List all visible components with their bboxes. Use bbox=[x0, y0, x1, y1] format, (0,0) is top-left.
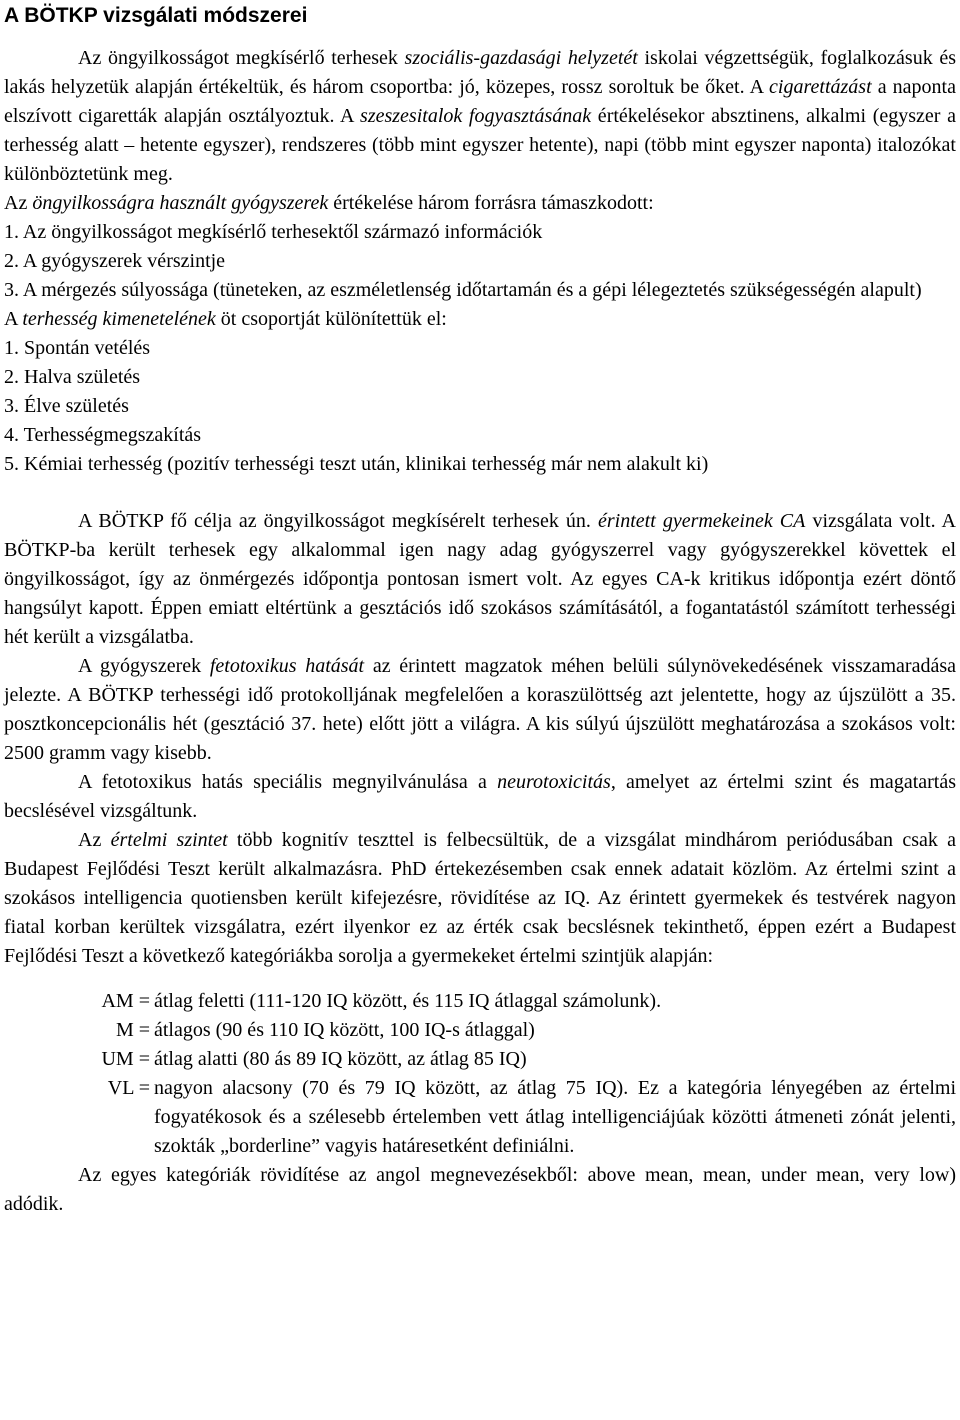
text-run: az érintett magzatok méhen belüli súlynövekedésének visszamaradása jelezte. A BÖTKP terhességi idő protokolljának megfelelően a koraszülöttség azt jelentette, hogy az újszülött a 35. posztkoncepcionális hét (gesztáció 37. hete) előtt jött a világra. A kis súlyú újszülött meghatározása a szokásos volt: 2500 gramm vagy kisebb. bbox=[4, 655, 956, 764]
outcome-list bbox=[4, 334, 956, 479]
emphasis-text: szociális-gazdasági helyzetét bbox=[404, 47, 638, 69]
category-definition: nagyon alacsony (70 és 79 IQ között, az átlag 75 IQ). Ez a kategória lényegében az értelmi fogyatékosok és a szélesebb értelemben vett átlag intelligenciájúak közötti átmeneti zónát jelenti, szokták „borderline” vagyis határesetként definiálni. bbox=[154, 1077, 956, 1157]
emphasis-text: cigarettázást bbox=[769, 76, 872, 98]
text-run: öt csoportját különítettük el: bbox=[215, 308, 447, 330]
emphasis-text: terhesség kimenetelének bbox=[22, 308, 216, 330]
emphasis-text: öngyilkosságra használt gyógyszerek bbox=[32, 192, 329, 214]
list-item: 2. Halva születés bbox=[4, 366, 141, 388]
text-run: A fetotoxikus hatás speciális megnyilvánulása a bbox=[78, 771, 498, 793]
text-run: , amelyet az értelmi szint és magatartás becslésével vizsgáltunk. bbox=[4, 771, 957, 822]
category-abbr: VL = bbox=[107, 1077, 150, 1099]
emphasis-text: értelmi szintet bbox=[110, 829, 228, 851]
closing-paragraph: Az egyes kategóriák rövidítése az angol megnevezésekből: above mean, mean, under mean, very low) adódik. bbox=[4, 1164, 956, 1215]
category-abbr: UM = bbox=[101, 1048, 150, 1070]
iq-categories bbox=[8, 987, 956, 1161]
paragraph-fetotoxic bbox=[4, 652, 956, 768]
list-item: 1. Az öngyilkosságot megkísérlő terhesektől származó információk bbox=[4, 221, 543, 243]
text-run: A bbox=[4, 308, 23, 330]
category-um bbox=[8, 1045, 956, 1074]
paragraph-main-goal bbox=[4, 507, 956, 652]
category-definition: átlag feletti (111-120 IQ között, és 115 IQ átlaggal számolunk). bbox=[154, 990, 662, 1012]
drugs-sources-list bbox=[4, 218, 956, 305]
category-am bbox=[8, 987, 956, 1016]
emphasis-text: érintett gyermekeinek CA bbox=[597, 510, 806, 532]
text-run: A gyógyszerek bbox=[78, 655, 210, 677]
paragraph-intelligence bbox=[4, 826, 956, 971]
emphasis-text: szeszesitalok fogyasztásának bbox=[360, 105, 592, 127]
text-run: Az öngyilkosságot megkísérlő terhesek bbox=[78, 47, 405, 69]
text-run: vizsgálata volt. A BÖTKP-ba került terhesek egy alkalommal igen nagy adag gyógyszerrel vagy gyógyszerekkel követtek el öngyilkosságot, így az önmérgezés időpontja pontosan ismert volt. Az egyes CA-k kritikus időpontja ezért döntő hangsúlyt kapott. Éppen emiatt eltértünk a gesztációs idő szokásos számításától, a fogantatástól számított terhességi hét került a vizsgálatba. bbox=[4, 510, 956, 648]
text-run: Az bbox=[78, 829, 111, 851]
outcome-intro bbox=[4, 305, 956, 334]
section-title: A BÖTKP vizsgálati módszerei bbox=[4, 4, 308, 27]
emphasis-text: neurotoxicitás bbox=[497, 771, 611, 793]
paragraph-social-status bbox=[4, 44, 956, 189]
emphasis-text: fetotoxikus hatását bbox=[209, 655, 365, 677]
category-abbr: AM = bbox=[101, 990, 150, 1012]
text-run: értékelése három forrásra támaszkodott: bbox=[328, 192, 654, 214]
list-item: 2. A gyógyszerek vérszintje bbox=[4, 250, 226, 272]
list-item: 3. Élve születés bbox=[4, 395, 129, 417]
text-run: a naponta elszívott cigaretták alapján osztályoztuk. A bbox=[4, 76, 956, 127]
category-m bbox=[8, 1016, 956, 1045]
list-item: 4. Terhességmegszakítás bbox=[4, 424, 202, 446]
list-item: 1. Spontán vetélés bbox=[4, 337, 151, 359]
category-vl bbox=[8, 1074, 956, 1161]
drugs-intro bbox=[4, 189, 956, 218]
category-definition: átlagos (90 és 110 IQ között, 100 IQ-s átlaggal) bbox=[154, 1019, 535, 1041]
category-abbr: M = bbox=[115, 1019, 150, 1041]
text-run: Az bbox=[4, 192, 33, 214]
list-item: 3. A mérgezés súlyossága (tüneteken, az eszméletlenség időtartamán és a gépi lélegeztetés szükségességén alapult) bbox=[4, 279, 922, 301]
text-run: iskolai végzettségük, foglalkozásuk és lakás helyzetük alapján értékeltük, és három csoportba: jó, közepes, rossz soroltuk be őket. A bbox=[4, 47, 957, 98]
text-run: több kognitív teszttel is felbecsültük, de a vizsgálat mindhárom periódusában csak a Budapest Fejlődési Teszt került alkalmazásra. PhD értekezésemben csak ennek adatait közlöm. Az értelmi szint a szokásos intelligencia quotiensben került kifejezésre, rövidítése az IQ. Az érintett gyermekek és testvérek nagyon fiatal korban kerültek vizsgálatra, ezért ilyenkor ez az érték csak becslésnek tekinthető, éppen ezért a Budapest Fejlődési Teszt a következő kategóriákba sorolja a gyermekeket értelmi szintjük alapján: bbox=[4, 829, 957, 967]
text-run: értékelésekor absztinens, alkalmi (egyszer a terhesség alatt – hetente egyszer), rendszeres (több mint egyszer hetente), napi (több mint egyszer naponta) italozókat különböztetünk meg. bbox=[4, 105, 956, 185]
text-run: A BÖTKP fő célja az öngyilkosságot megkísérelt terhesek ún. bbox=[78, 510, 598, 532]
paragraph-neurotoxicity bbox=[4, 768, 956, 826]
category-definition: átlag alatti (80 ás 89 IQ között, az átlag 85 IQ) bbox=[154, 1048, 527, 1070]
list-item: 5. Kémiai terhesség (pozitív terhességi teszt után, klinikai terhesség már nem alakult ki) bbox=[4, 453, 709, 475]
